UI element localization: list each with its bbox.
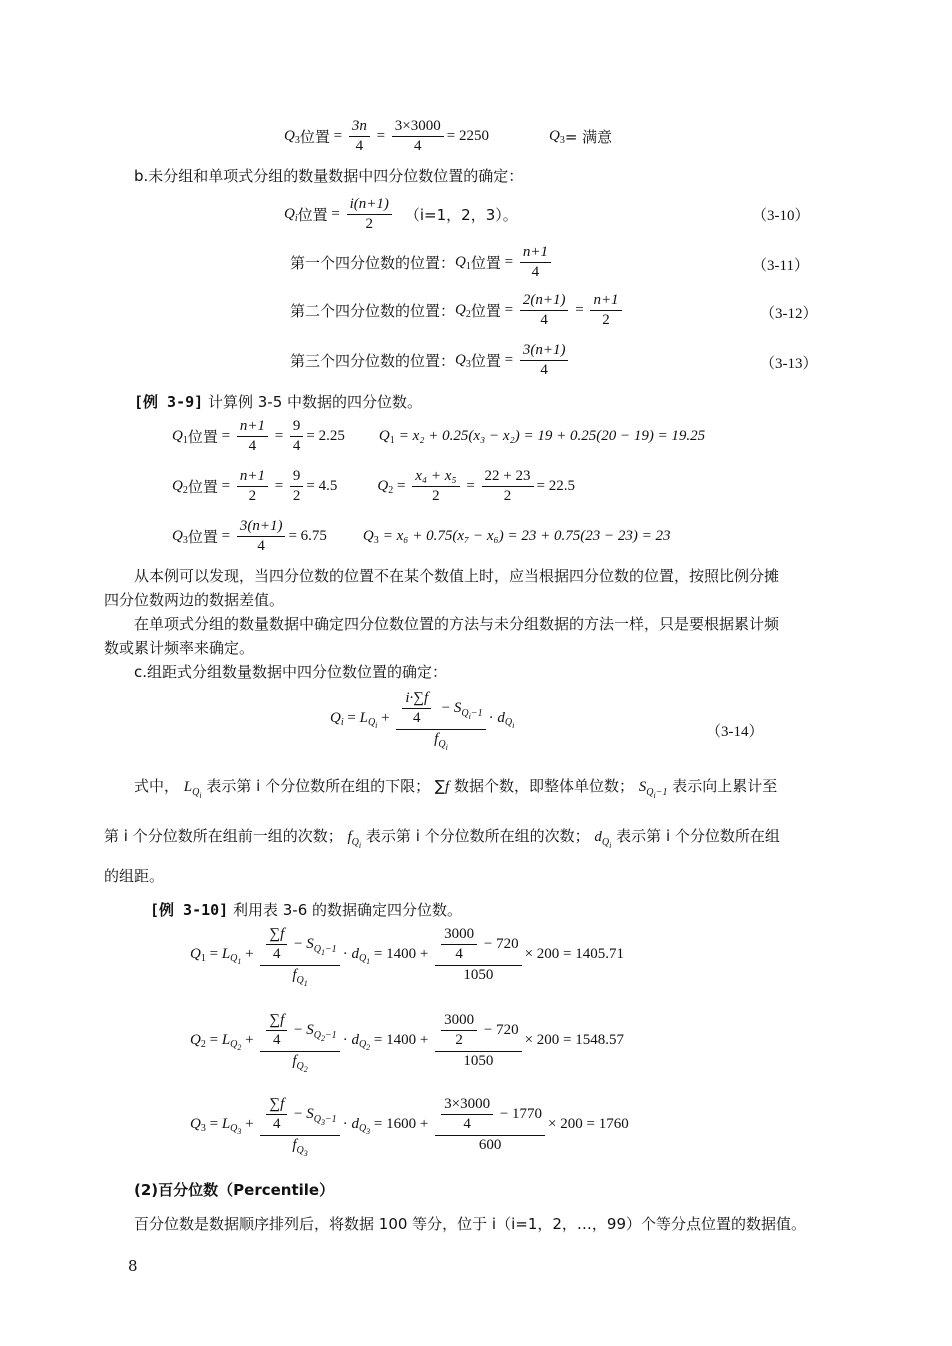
equation-number-3-10: （3-10） (752, 208, 810, 224)
example-3-9-heading: [例 3-9] 计算例 3-5 中数据的四分位数。 (134, 393, 423, 411)
example-3-10-heading: [例 3-10] 利用表 3-6 的数据确定四分位数。 (150, 901, 463, 919)
equation-3-10: Q i 位置 = $\frac{i(n+1)}{2}$ （i=1，2，3）。 (284, 196, 518, 233)
q3-value: = 满意 (564, 128, 613, 147)
equation-number-3-12: （3-12） (760, 306, 818, 322)
equation-3-13: 第三个四分位数的位置： Q 3 位置 = $\frac{3(n+1)}{4}$ (290, 342, 571, 380)
section-b-heading: b.未分组和单项式分组的数量数据中四分位数位置的确定： (134, 167, 524, 185)
q3-position-calc: Q 3 位置 = $\frac{3n}{4}$ = $\frac{3\times 3000}{4}$ = 2250 Q 3 = 满意 (284, 118, 613, 155)
example-3-10-q3: Q 3 = L $Q_3$ + $\frac{\sum f}{4}$ − $S_{Q_3-1}$ $f_{Q_3}$ · d $Q_3$ = 1600 + $\frac{3\times 3000}{4}$ − 1770 600 × 200 = 1760 (190, 1096, 629, 1158)
equation-number-3-11: （3-11） (752, 258, 809, 274)
paragraph-1-line-2: 四分位数两边的数据差值。 (104, 591, 285, 609)
paragraph-2-line-2: 数或累计频率来确定。 (104, 639, 255, 657)
example-3-9-q1: Q 1 位置 = $\frac{n+1}{4}$ = $\frac{9}{4}$ = 2.25 Q 1 = x₂ + 0.25(x₃ − x₂) = 19 + 0.25(20 − 19) = 19.25 (172, 418, 706, 455)
position-word: 位置 (299, 128, 330, 147)
explanation-line-3: 的组距。 (104, 867, 165, 885)
equation-3-11: 第一个四分位数的位置： Q 1 位置 = $\frac{n+1}{4}$ (290, 244, 554, 282)
equation-3-14: Q i = L $Q_i$ + $\frac{i\cdot\sum f}{4}$ − $S_{Q_i-1}$ $f_{Q_i}$ · d $Q_i$ (330, 690, 515, 752)
example-3-9-q3: Q 3 位置 = $\frac{3(n+1)}{4}$ = 6.75 Q 3 = x₆ + 0.75(x₇ − x₆) = 23 + 0.75(23 − 23) = 23 (172, 518, 671, 555)
example-3-10-q1: Q 1 = L $Q_1$ + $\frac{\sum f}{4}$ − $S_{Q_1-1}$ $f_{Q_1}$ · d $Q_1$ = 1400 + $\frac{3000}{4}$ − 720 1050 × 200 = 1405.71 (190, 926, 624, 988)
paragraph-percentile: 百分位数是数据顺序排列后，将数据 100 等分，位于 i（i=1，2，…，99）个等分点位置的数据值。 (134, 1215, 807, 1233)
page-number: 8 (128, 1257, 138, 1275)
equation-number-3-14: （3-14） (706, 724, 764, 740)
equation-number-3-13: （3-13） (760, 356, 818, 372)
example-3-10-q2: Q 2 = L $Q_2$ + $\frac{\sum f}{4}$ − $S_{Q_2-1}$ $f_{Q_2}$ · d $Q_2$ = 1400 + $\frac{3000}{2}$ − 720 1050 × 200 = 1548.57 (190, 1012, 624, 1074)
equation-3-12: 第二个四分位数的位置： Q 2 位置 = $\frac{2(n+1)}{4}$ = $\frac{n+1}{2}$ (290, 292, 625, 330)
paragraph-1-line-1: 从本例可以发现，当四分位数的位置不在某个数值上时，应当根据四分位数的位置，按照比例分摊 (134, 567, 780, 585)
paragraph-2-line-1: 在单项式分组的数量数据中确定四分位数位置的方法与未分组数据的方法一样，只是要根据累计频 (134, 615, 780, 633)
section-percentile-heading: (2)百分位数（Percentile） (134, 1181, 335, 1199)
example-3-9-q2: Q 2 位置 = $\frac{n+1}{2}$ = $\frac{9}{2}$ = 4.5 Q 2 = $\frac{\text{x₄ + x₅}}{2}$ = $\frac{22 + 23}{2}$ = 22.5 (172, 468, 575, 505)
explanation-line-1: 式中， $L_{Q_i}$ 表示第 i 个分位数所在组的下限； ∑f 数据个数，即整体单位数； $S_{Q_i-1}$ 表示向上累计至 (134, 777, 778, 800)
explanation-line-2: 第 i 个分位数所在组前一组的次数； $f_{Q_i}$ 表示第 i 个分位数所在组的次数； $d_{Q_i}$ 表示第 i 个分位数所在组 (104, 827, 780, 850)
section-c-heading: c.组距式分组数量数据中四分位数位置的确定： (134, 663, 448, 681)
